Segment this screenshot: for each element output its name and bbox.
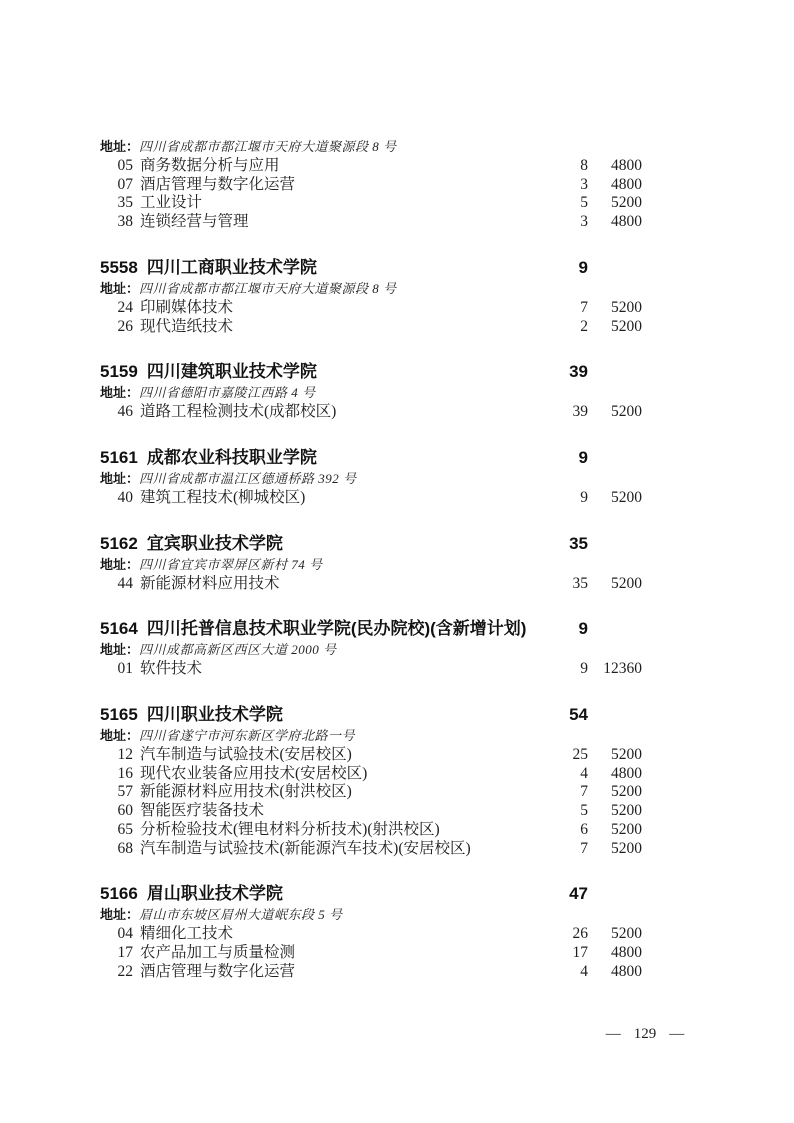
program-name: 软件技术	[140, 660, 203, 678]
address-text: 四川省德阳市嘉陵江西路 4 号	[139, 385, 316, 401]
institution-total: 47	[569, 884, 588, 904]
institution-name: 四川托普信息技术职业学院(民办院校)(含新增计划)	[146, 619, 527, 639]
program-code: 01	[117, 660, 133, 678]
program-code: 07	[117, 175, 133, 193]
program-count: 7	[580, 839, 588, 857]
institution-header	[100, 532, 642, 555]
institution-total: 9	[578, 447, 588, 467]
program-row	[100, 489, 642, 508]
institution-section	[100, 703, 642, 858]
program-code: 22	[117, 962, 133, 980]
program-fee: 5200	[611, 194, 642, 212]
address-label: 地址：	[100, 907, 140, 923]
program-name: 现代农业装备应用技术(安居校区)	[140, 764, 368, 782]
program-row	[100, 765, 642, 784]
program-code: 17	[117, 943, 133, 961]
program-code: 68	[117, 839, 133, 857]
address-text: 四川省成都市都江堰市天府大道聚源段 8 号	[139, 280, 397, 296]
address-text: 四川省遂宁市河东新区学府北路一号	[139, 728, 356, 744]
program-fee: 5200	[611, 488, 642, 506]
program-count: 3	[580, 175, 588, 193]
institution-name: 四川建筑职业技术学院	[146, 362, 317, 382]
institution-name: 四川职业技术学院	[146, 705, 283, 725]
address-row	[100, 279, 642, 299]
program-row	[100, 660, 642, 679]
institution-header	[100, 360, 642, 383]
page-number: 129	[633, 1026, 657, 1042]
program-fee: 5200	[611, 925, 642, 943]
address-text: 四川省成都市都江堰市天府大道聚源段 8 号	[139, 139, 397, 154]
program-fee: 5200	[611, 403, 642, 421]
program-name: 商务数据分析与应用	[140, 157, 280, 174]
address-text: 四川成都高新区西区大道 2000 号	[139, 642, 337, 658]
institution-section	[100, 360, 642, 422]
address-label: 地址：	[100, 470, 140, 486]
institution-header	[100, 703, 642, 726]
program-code: 40	[117, 488, 133, 506]
program-count: 4	[580, 962, 588, 980]
address-text: 眉山市东坡区眉州大道岷东段 5 号	[139, 907, 343, 923]
program-name: 精细化工技术	[140, 925, 234, 943]
institution-total: 39	[569, 362, 588, 382]
institution-code: 5162	[100, 533, 138, 553]
program-name: 酒店管理与数字化运营	[140, 175, 296, 193]
address-label: 地址：	[100, 280, 140, 296]
institution-code: 5165	[100, 705, 138, 725]
institution-header	[100, 617, 642, 640]
program-code: 46	[117, 403, 133, 421]
program-count: 7	[580, 783, 588, 801]
address-text: 四川省成都市温江区德通桥路 392 号	[139, 470, 357, 486]
program-row	[100, 299, 642, 318]
program-name: 智能医疗装备技术	[140, 802, 265, 820]
program-row	[100, 403, 642, 422]
program-count: 3	[580, 213, 588, 231]
institution-header	[100, 446, 642, 469]
address-row	[100, 555, 642, 575]
program-row	[100, 840, 642, 859]
program-fee: 5200	[611, 574, 642, 592]
program-code: 04	[117, 925, 133, 943]
program-name: 印刷媒体技术	[140, 298, 234, 316]
institution-header	[100, 882, 642, 905]
program-count: 5	[580, 802, 588, 820]
institution-total: 9	[578, 257, 588, 277]
program-count: 6	[580, 820, 588, 838]
program-row	[100, 944, 642, 963]
program-code: 05	[117, 157, 133, 174]
program-code: 16	[117, 764, 133, 782]
institution-code: 5161	[100, 447, 138, 467]
program-code: 38	[117, 213, 133, 231]
program-name: 酒店管理与数字化运营	[140, 962, 296, 980]
address-row	[100, 726, 642, 746]
program-code: 35	[117, 194, 133, 212]
program-count: 2	[580, 317, 588, 335]
footer-dash-right-icon: —	[669, 1026, 685, 1042]
program-code: 60	[117, 802, 133, 820]
institution-section	[100, 446, 642, 508]
program-fee: 4800	[611, 213, 642, 231]
program-fee: 4800	[611, 157, 642, 174]
program-code: 44	[117, 574, 133, 592]
program-code: 26	[117, 317, 133, 335]
institution-code: 5558	[100, 257, 138, 277]
program-fee: 4800	[611, 943, 642, 961]
program-fee: 4800	[611, 764, 642, 782]
program-row	[100, 746, 642, 765]
address-row	[100, 383, 642, 403]
program-code: 24	[117, 298, 133, 316]
program-row	[100, 318, 642, 337]
program-name: 工业设计	[140, 194, 203, 212]
program-row	[100, 213, 642, 232]
program-name: 新能源材料应用技术(射洪校区)	[140, 783, 352, 801]
program-fee: 4800	[611, 175, 642, 193]
program-name: 分析检验技术(锂电材料分析技术)(射洪校区)	[140, 820, 440, 838]
section-continuation	[100, 137, 642, 232]
institution-name: 成都农业科技职业学院	[146, 447, 317, 467]
program-fee: 5200	[611, 783, 642, 801]
institution-total: 9	[578, 619, 588, 639]
institution-code: 5166	[100, 884, 138, 904]
program-fee: 5200	[611, 802, 642, 820]
program-row	[100, 157, 642, 176]
institution-header	[100, 256, 642, 279]
program-row	[100, 802, 642, 821]
program-row	[100, 783, 642, 802]
program-code: 12	[117, 746, 133, 764]
content-area	[100, 137, 642, 981]
program-name: 道路工程检测技术(成都校区)	[140, 403, 337, 421]
program-name: 新能源材料应用技术	[140, 574, 280, 592]
program-name: 汽车制造与试验技术(新能源汽车技术)(安居校区)	[140, 839, 471, 857]
address-row	[100, 905, 642, 925]
institution-section	[100, 617, 642, 679]
program-code: 65	[117, 820, 133, 838]
program-row	[100, 963, 642, 982]
address-label: 地址：	[100, 728, 140, 744]
program-count: 26	[572, 925, 588, 943]
address-text: 四川省宜宾市翠屏区新村 74 号	[139, 556, 323, 572]
program-count: 7	[580, 298, 588, 316]
address-label: 地址：	[100, 139, 140, 154]
program-row	[100, 821, 642, 840]
program-count: 8	[580, 157, 588, 174]
program-row	[100, 194, 642, 213]
program-fee: 5200	[611, 820, 642, 838]
program-name: 农产品加工与质量检测	[140, 943, 296, 961]
address-label: 地址：	[100, 385, 140, 401]
address-row	[100, 137, 642, 157]
program-name: 建筑工程技术(柳城校区)	[140, 488, 306, 506]
page-footer	[555, 1026, 735, 1043]
address-row	[100, 640, 642, 660]
program-fee: 5200	[611, 298, 642, 316]
program-count: 25	[572, 746, 588, 764]
program-name: 连锁经营与管理	[140, 213, 249, 231]
address-label: 地址：	[100, 642, 140, 658]
program-fee: 4800	[611, 962, 642, 980]
institution-section	[100, 256, 642, 336]
program-count: 17	[572, 943, 588, 961]
institution-total: 35	[569, 533, 588, 553]
program-row	[100, 575, 642, 594]
footer-dash-left-icon: —	[605, 1026, 621, 1042]
program-fee: 12360	[603, 660, 642, 678]
program-name: 现代造纸技术	[140, 317, 234, 335]
institution-name: 宜宾职业技术学院	[146, 533, 283, 553]
program-count: 39	[572, 403, 588, 421]
program-count: 9	[580, 488, 588, 506]
institution-name: 眉山职业技术学院	[146, 884, 283, 904]
program-name: 汽车制造与试验技术(安居校区)	[140, 746, 352, 764]
institution-section	[100, 532, 642, 594]
program-count: 9	[580, 660, 588, 678]
program-fee: 5200	[611, 746, 642, 764]
program-fee: 5200	[611, 317, 642, 335]
institution-code: 5164	[100, 619, 138, 639]
program-count: 35	[572, 574, 588, 592]
institution-total: 54	[569, 705, 588, 725]
program-fee: 5200	[611, 839, 642, 857]
institution-section	[100, 882, 642, 981]
program-count: 5	[580, 194, 588, 212]
address-label: 地址：	[100, 556, 140, 572]
program-count: 4	[580, 764, 588, 782]
program-code: 57	[117, 783, 133, 801]
address-row	[100, 469, 642, 489]
institution-name: 四川工商职业技术学院	[146, 257, 317, 277]
program-row	[100, 176, 642, 195]
program-row	[100, 925, 642, 944]
institution-code: 5159	[100, 362, 138, 382]
